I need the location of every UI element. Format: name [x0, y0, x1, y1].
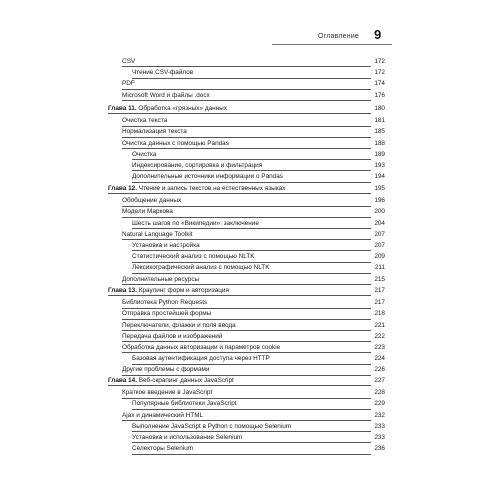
- toc-section-entry[interactable]: [108, 308, 385, 319]
- chapter-page-number: 217: [374, 287, 385, 294]
- toc-subsection-entry[interactable]: [108, 443, 385, 454]
- toc-chapter-entry[interactable]: [108, 103, 385, 114]
- toc-entry-title: Microsoft Word и файлы .docx: [122, 91, 210, 99]
- toc-entry-title: Обработка данных авторизации и параметров cookie: [122, 343, 281, 351]
- toc-entry-title: Отправка простейшей формы: [122, 310, 212, 318]
- toc-entry-title: Ajax и динамический HTML: [122, 411, 204, 419]
- toc-entry-title: Чтение CSV-файлов: [132, 69, 194, 77]
- chapter-title: Веб-скрапинг данных JavaScript: [138, 377, 234, 384]
- toc-section-entry[interactable]: [108, 126, 385, 137]
- toc-entry-page-number: 218: [374, 310, 385, 318]
- toc-entry-title: Другие проблемы с формами: [122, 366, 210, 374]
- toc-entry-page-number: 226: [374, 366, 385, 374]
- chapter-label: Глава 14.: [108, 377, 137, 384]
- toc-entry-page-number: 224: [374, 355, 385, 363]
- toc-section-entry[interactable]: [108, 195, 385, 206]
- chapter-page-number: 195: [374, 185, 385, 192]
- toc-leader-line: [108, 385, 371, 386]
- toc-entry-title: Популярные библиотеки JavaScript: [132, 400, 237, 408]
- toc-section-entry[interactable]: [108, 78, 385, 89]
- toc-block-chapter-14: [108, 375, 385, 454]
- toc-section-entry[interactable]: [108, 331, 385, 342]
- toc-entry-page-number: 172: [374, 69, 385, 77]
- toc-entry-title: CSV: [122, 58, 136, 65]
- toc-leader-line: [132, 454, 371, 455]
- toc-entry-title: Natural Language Toolkit: [122, 230, 193, 238]
- toc-entry-title: Выполнение JavaScript в Python с помощью Selenium: [132, 422, 292, 430]
- toc-leader-line: [122, 100, 371, 101]
- toc-section-entry[interactable]: [108, 387, 385, 398]
- toc-entry-title: Очистка: [132, 150, 157, 158]
- toc-entry-page-number: 181: [374, 117, 385, 125]
- toc-section-entry[interactable]: [108, 206, 385, 217]
- toc-section-entry[interactable]: [108, 90, 385, 101]
- toc-entry-page-number: 221: [374, 321, 385, 329]
- toc-entry-page-number: 185: [374, 128, 385, 136]
- toc-entry-page-number: 193: [374, 161, 385, 169]
- chapter-label: Глава 13.: [108, 287, 137, 294]
- toc-entry-title: Краткое введение в JavaScript: [122, 389, 213, 397]
- toc-subsection-entry[interactable]: [108, 398, 385, 409]
- toc-section-entry[interactable]: [108, 297, 385, 308]
- toc-entry-page-number: 207: [374, 241, 385, 249]
- toc-entry-page-number: 200: [374, 208, 385, 216]
- toc-block-chapter-12: [108, 183, 385, 285]
- toc-entry-page-number: 233: [374, 422, 385, 430]
- toc-entry-page-number: 189: [374, 150, 385, 158]
- toc-block-chapter-11: [108, 103, 385, 182]
- toc-entry-page-number: 217: [374, 299, 385, 307]
- running-header-title: Оглавление: [318, 33, 360, 40]
- toc-subsection-entry[interactable]: [108, 432, 385, 443]
- toc-section-entry[interactable]: [108, 274, 385, 285]
- toc-subsection-entry[interactable]: [108, 171, 385, 182]
- toc-entry-page-number: 194: [374, 173, 385, 181]
- chapter-page-number: 180: [374, 105, 385, 112]
- toc-entry-page-number: 223: [374, 343, 385, 351]
- toc-entry-title: Библиотека Python Requests: [122, 299, 208, 307]
- chapter-title: Обработка «грязных» данных: [138, 105, 227, 112]
- toc-subsection-entry[interactable]: [108, 262, 385, 273]
- toc-subsection-entry[interactable]: [108, 67, 385, 78]
- toc-entry-title: Лексикографический анализ с помощью NLTK: [132, 264, 270, 272]
- toc-entry-page-number: 204: [374, 219, 385, 227]
- toc-subsection-entry[interactable]: [108, 160, 385, 171]
- toc-section-entry[interactable]: [108, 115, 385, 126]
- toc-entry-page-number: 229: [374, 400, 385, 408]
- toc-entry-title: Передача файлов и изображений: [122, 332, 223, 340]
- toc-subsection-entry[interactable]: [108, 421, 385, 432]
- toc-entry-title: Модели Маркова: [122, 208, 173, 216]
- chapter-label: Глава 12.: [108, 185, 137, 192]
- header-rule: [272, 44, 392, 45]
- toc-entry-page-number: 196: [374, 197, 385, 205]
- toc-entry-page-number: 172: [374, 58, 385, 65]
- toc-entry-page-number: 176: [374, 91, 385, 99]
- toc-entry-page-number: 209: [374, 253, 385, 261]
- toc-section-entry[interactable]: [108, 364, 385, 375]
- toc-entry-title: Нормализация текста: [122, 128, 187, 136]
- toc-entry-page-number: 207: [374, 230, 385, 238]
- toc-entry-title: Установка и настройка: [132, 241, 200, 249]
- toc-entry-title: Очистка текста: [122, 117, 168, 125]
- page-number: 9: [374, 27, 382, 42]
- toc-leader-line: [108, 113, 371, 114]
- toc-section-entry[interactable]: [108, 229, 385, 240]
- toc-subsection-entry[interactable]: [108, 218, 385, 229]
- toc-entry-title: Установка и использование Selenium: [132, 433, 243, 441]
- toc-subsection-entry[interactable]: [108, 353, 385, 364]
- toc-entry-title: Базовая аутентификация доступа через HTTP: [132, 355, 270, 363]
- toc-entry-title: Индексирование, сортировка и фильтрация: [132, 161, 263, 169]
- toc-entry-page-number: 222: [374, 332, 385, 340]
- toc-entry-title: Дополнительные ресурсы: [122, 275, 200, 283]
- toc-subsection-entry[interactable]: [108, 240, 385, 251]
- chapter-page-number: 227: [374, 377, 385, 384]
- toc-entry-title: Статистический анализ с помощью NLTK: [132, 253, 255, 261]
- toc-section-entry[interactable]: [108, 56, 385, 67]
- toc-entry-title: Селекторы Selenium: [132, 445, 194, 453]
- toc-entry-page-number: 188: [374, 139, 385, 147]
- toc-subsection-entry[interactable]: [108, 149, 385, 160]
- toc-entry-title: Шесть шагов по «Википедии»: заключение: [132, 219, 259, 227]
- toc-entry-title: Обобщение данных: [122, 197, 182, 205]
- toc-section-entry[interactable]: [108, 320, 385, 331]
- toc-leader-line: [108, 295, 371, 296]
- toc-section-entry[interactable]: [108, 342, 385, 353]
- toc-leader-line: [108, 193, 371, 194]
- toc-chapter-entry[interactable]: [108, 183, 385, 194]
- toc-section-entry[interactable]: [108, 410, 385, 421]
- toc-entry-title: Переключатели, флажки и поля ввода: [122, 321, 236, 329]
- toc-chapter-entry[interactable]: [108, 375, 385, 386]
- toc-chapter-entry[interactable]: [108, 285, 385, 296]
- toc-block-chapter-13: [108, 285, 385, 376]
- toc-entry-page-number: 174: [374, 80, 385, 88]
- toc-entry-title: Дополнительные источники информации о Pandas: [132, 173, 283, 181]
- toc-entry-page-number: 215: [374, 275, 385, 283]
- toc-block-1: [108, 56, 385, 101]
- toc-entry-title: PDF: [122, 80, 135, 88]
- chapter-label: Глава 11.: [108, 105, 137, 112]
- toc-entry-title: Очистка данных с помощью Pandas: [122, 139, 229, 147]
- toc-entry-page-number: 232: [374, 411, 385, 419]
- toc-section-entry[interactable]: [108, 138, 385, 149]
- toc-entry-page-number: 233: [374, 433, 385, 441]
- chapter-title: Чтение и запись текстов на естественных языках: [138, 185, 286, 192]
- toc-entry-page-number: 228: [374, 389, 385, 397]
- toc-entry-page-number: 236: [374, 445, 385, 453]
- toc-entry-page-number: 211: [374, 264, 385, 272]
- chapter-title: Краулинг форм и авторизация: [138, 287, 229, 294]
- toc-subsection-entry[interactable]: [108, 251, 385, 262]
